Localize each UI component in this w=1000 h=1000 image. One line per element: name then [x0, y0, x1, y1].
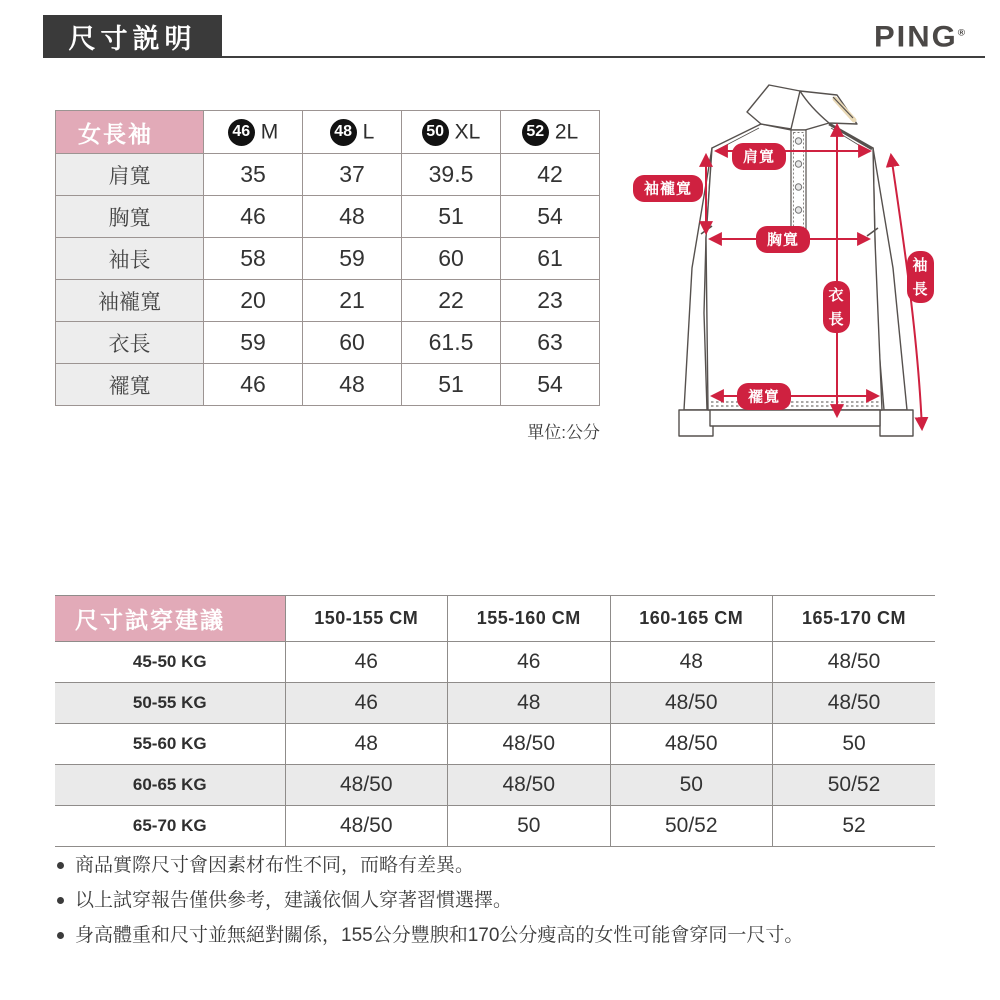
- weight-label: 55-60 KG: [55, 724, 285, 765]
- fit-row-55-60: [55, 724, 935, 765]
- fit-value: 50: [610, 765, 773, 806]
- footnote-text: 以上試穿報告僅供參考，建議依個人穿著習慣選擇。: [75, 890, 513, 911]
- size-code-badge: 46: [228, 119, 255, 146]
- fit-value: 50/52: [610, 806, 773, 847]
- button: [795, 184, 801, 190]
- weight-label: 60-65 KG: [55, 765, 285, 806]
- fit-value: 50: [448, 806, 611, 847]
- measure-value: 59: [303, 238, 402, 280]
- table-row-garment-length: [56, 322, 600, 364]
- measure-label: 衣長: [56, 322, 204, 364]
- measure-value: 54: [501, 196, 600, 238]
- measure-value: 35: [204, 154, 303, 196]
- measure-value: 46: [204, 364, 303, 406]
- measure-label: 肩寬: [56, 154, 204, 196]
- button: [795, 138, 801, 144]
- fit-row-45-50: [55, 642, 935, 683]
- measure-value: 59: [204, 322, 303, 364]
- measure-label: 胸寬: [56, 196, 204, 238]
- fit-value: 50: [773, 724, 936, 765]
- size-table-header-row: [56, 111, 600, 154]
- footnote: [57, 888, 957, 913]
- size-table: [55, 110, 600, 406]
- table-row-sleeve-length: [56, 238, 600, 280]
- fit-value: 52: [773, 806, 936, 847]
- left-cuff: [679, 410, 713, 436]
- measure-value: 39.5: [402, 154, 501, 196]
- fit-table: [55, 595, 935, 847]
- bullet-icon: [57, 862, 64, 869]
- fit-value: 48/50: [610, 683, 773, 724]
- shoulder-width-label: 肩寬: [742, 148, 776, 166]
- sleeve-length-char: 長: [912, 281, 929, 298]
- fit-value: 48/50: [610, 724, 773, 765]
- footnote: [57, 923, 957, 948]
- fit-value: 48: [448, 683, 611, 724]
- footnote: [57, 853, 957, 878]
- sleeve-length-char: 袖: [912, 257, 929, 274]
- bullet-icon: [57, 932, 64, 939]
- fit-value: 46: [285, 683, 448, 724]
- fit-value: 50/52: [773, 765, 936, 806]
- button: [795, 161, 801, 167]
- measure-value: 54: [501, 364, 600, 406]
- page-title: 尺寸説明: [43, 15, 222, 58]
- measure-value: 20: [204, 280, 303, 322]
- size-letter: L: [362, 120, 375, 143]
- size-table-corner-label: 女長袖: [56, 111, 204, 154]
- table-row-armhole: [56, 280, 600, 322]
- measure-value: 23: [501, 280, 600, 322]
- measure-value: 46: [204, 196, 303, 238]
- footnotes: [57, 853, 957, 958]
- measure-value: 63: [501, 322, 600, 364]
- height-column: 165-170 CM: [773, 596, 936, 642]
- chest-width-label: 胸寬: [766, 231, 800, 249]
- measure-value: 51: [402, 364, 501, 406]
- fit-value: 48: [610, 642, 773, 683]
- measure-value: 22: [402, 280, 501, 322]
- fit-value: 48/50: [448, 724, 611, 765]
- collar-left-flap: [747, 85, 800, 129]
- collar-right-flap: [800, 91, 857, 124]
- fit-value: 46: [448, 642, 611, 683]
- footnote-text: 身高體重和尺寸並無絕對關係，155公分豐腴和170公分瘦高的女性可能會穿同一尺寸。: [75, 925, 804, 946]
- table-row-hem: [56, 364, 600, 406]
- fit-value: 48/50: [773, 642, 936, 683]
- measure-value: 48: [303, 196, 402, 238]
- unit-note: 單位:公分: [527, 423, 600, 442]
- size-code-badge: 48: [330, 119, 357, 146]
- hem-band: [710, 410, 880, 426]
- fit-row-65-70: [55, 806, 935, 847]
- fit-value: 48/50: [285, 806, 448, 847]
- hem-width-label: 襬寬: [747, 388, 781, 406]
- size-column-52: [501, 111, 600, 154]
- brand-logo: [874, 20, 965, 54]
- size-letter: 2L: [554, 120, 579, 143]
- table-row-shoulder: [56, 154, 600, 196]
- fit-row-50-55: [55, 683, 935, 724]
- fit-table-header-row: [55, 596, 935, 642]
- garment-diagram: [630, 83, 994, 447]
- weight-label: 45-50 KG: [55, 642, 285, 683]
- measure-label: 袖襱寬: [56, 280, 204, 322]
- brand-logo-text: PING: [874, 19, 958, 54]
- fit-value: 46: [285, 642, 448, 683]
- footnote-text: 商品實際尺寸會因素材布性不同，而略有差異。: [75, 855, 475, 876]
- right-cuff: [880, 410, 913, 436]
- garment-length-char: 長: [828, 311, 845, 328]
- button: [795, 207, 801, 213]
- measure-value: 37: [303, 154, 402, 196]
- fit-value: 48/50: [448, 765, 611, 806]
- bullet-icon: [57, 897, 64, 904]
- size-column-48: [303, 111, 402, 154]
- size-code-badge: 50: [422, 119, 449, 146]
- fit-table-corner-label: 尺寸試穿建議: [55, 596, 285, 642]
- size-column-50: [402, 111, 501, 154]
- armhole-width-label: 袖襱寬: [643, 180, 693, 198]
- height-column: 160-165 CM: [610, 596, 773, 642]
- registered-mark: ®: [957, 28, 966, 39]
- table-row-chest: [56, 196, 600, 238]
- measure-value: 21: [303, 280, 402, 322]
- measure-value: 48: [303, 364, 402, 406]
- measure-value: 60: [402, 238, 501, 280]
- height-column: 155-160 CM: [448, 596, 611, 642]
- fit-value: 48/50: [773, 683, 936, 724]
- measure-value: 58: [204, 238, 303, 280]
- size-column-46: [204, 111, 303, 154]
- header-divider: [222, 56, 985, 58]
- size-code-badge: 52: [522, 119, 549, 146]
- measure-value: 61.5: [402, 322, 501, 364]
- size-letter: M: [260, 120, 279, 143]
- measure-label: 袖長: [56, 238, 204, 280]
- size-letter: XL: [454, 120, 481, 143]
- fit-value: 48/50: [285, 765, 448, 806]
- weight-label: 50-55 KG: [55, 683, 285, 724]
- garment-length-char: 衣: [828, 287, 845, 304]
- measure-value: 61: [501, 238, 600, 280]
- measure-label: 襬寬: [56, 364, 204, 406]
- measure-value: 60: [303, 322, 402, 364]
- fit-row-60-65: [55, 765, 935, 806]
- fit-value: 48: [285, 724, 448, 765]
- measure-value: 42: [501, 154, 600, 196]
- measure-value: 51: [402, 196, 501, 238]
- height-column: 150-155 CM: [285, 596, 448, 642]
- shirt-outline: [679, 85, 913, 436]
- weight-label: 65-70 KG: [55, 806, 285, 847]
